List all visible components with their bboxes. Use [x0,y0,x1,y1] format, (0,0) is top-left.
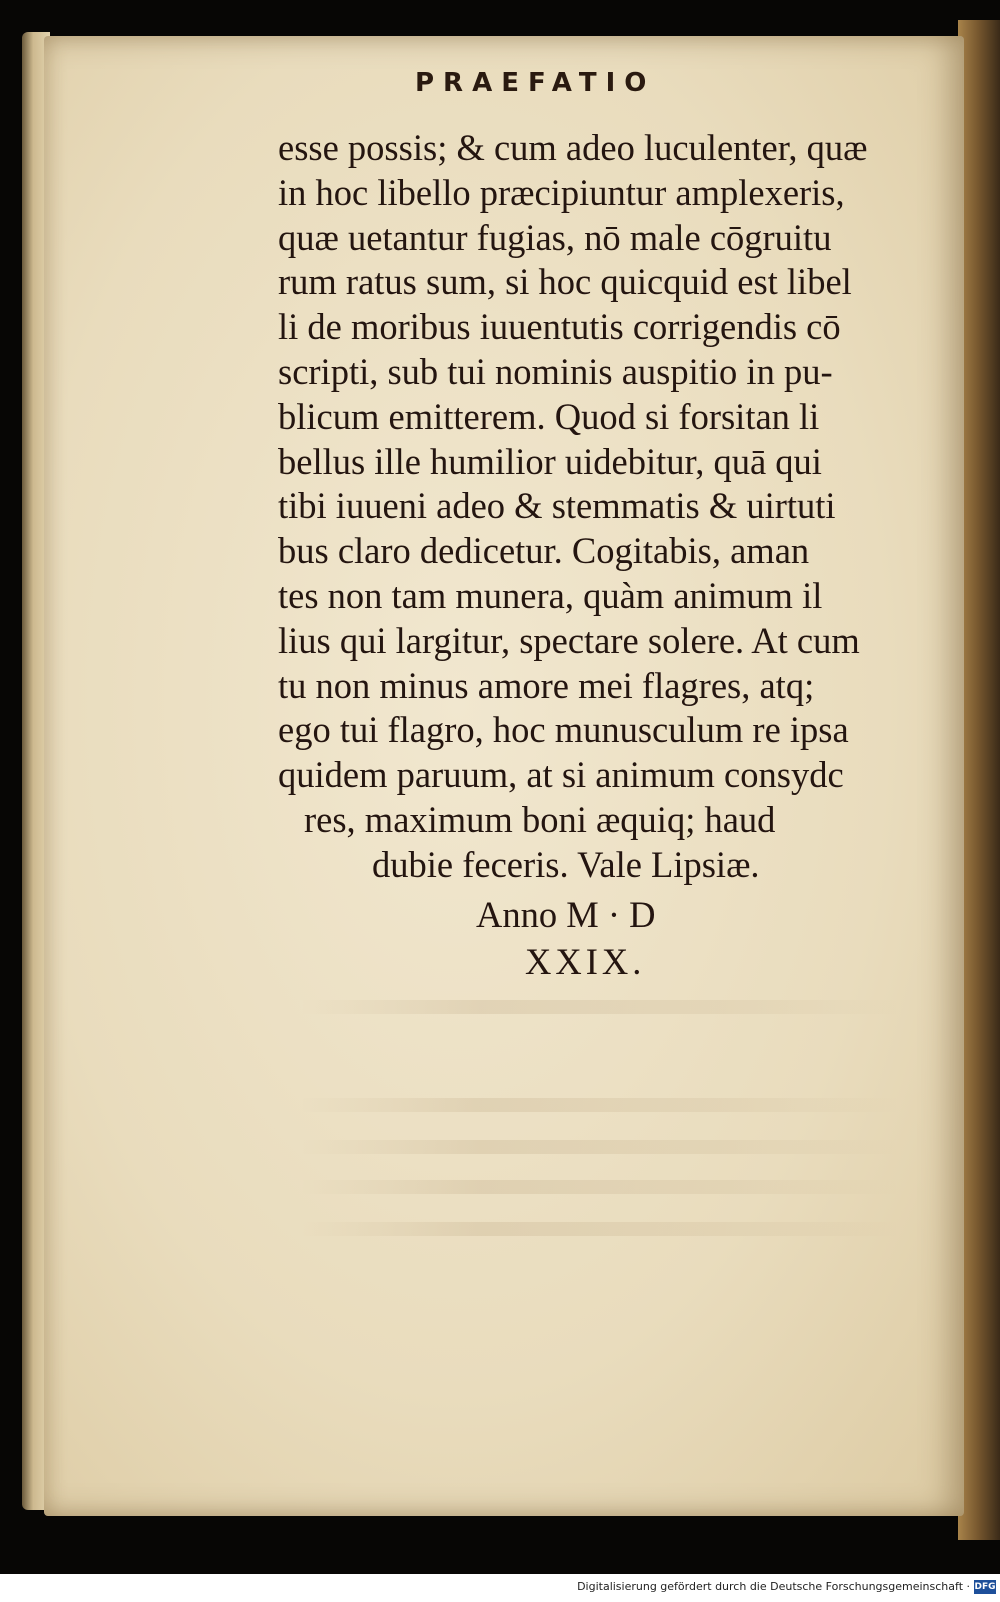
footer-bar [0,1574,1000,1602]
page-edge-right [958,20,1000,1540]
show-through-mark [300,1098,900,1112]
dfg-logo: DFG [974,1582,996,1592]
text-line: quidem paruum, at si animum consydc [278,754,844,796]
text-line: in hoc libello præcipiuntur amplexeris, [278,171,845,213]
text-line: li de moribus iuuentutis corrigendis cō [278,306,841,348]
footer-credit: Digitalisierung gefördert durch die Deutsche Forschungsgemeinschaft · [577,1580,970,1593]
text-line: lius qui largitur, spectare solere. At cum [278,619,860,661]
text-line: dubie feceris. Vale Lipsiæ. [372,843,760,885]
text-line: tes non tam munera, quàm animum il [278,574,823,616]
body-text [278,126,918,888]
text-line: bellus ille humilior uidebitur, quā qui [278,440,822,482]
text-line: res, maximum boni æquiq; haud [304,798,776,840]
text-line: tibi iuueni adeo & stemmatis & uirtuti [278,485,836,527]
show-through-mark [300,1000,900,1014]
running-header: PRAEFATIO [415,68,656,98]
date-line-2: XXIX. [525,941,646,982]
show-through-mark [300,1180,900,1194]
text-line: tu non minus amore mei flagres, atq; [278,664,815,706]
text-line: ego tui flagro, hoc munusculum re ipsa [278,709,849,751]
text-line: rum ratus sum, si hoc quicquid est libel [278,261,852,303]
text-line: blicum emitterem. Quod si forsitan li [278,395,820,437]
text-line: bus claro dedicetur. Cogitabis, aman [278,530,810,572]
date-line-1: Anno M · D [476,894,656,935]
text-line: esse possis; & cum adeo luculenter, quæ [278,127,868,168]
text-line: quæ uetantur fugias, nō male cōgruitu [278,216,832,258]
text-line: scripti, sub tui nominis auspitio in pu- [278,350,833,392]
show-through-mark [300,1140,900,1154]
show-through-mark [300,1222,900,1236]
